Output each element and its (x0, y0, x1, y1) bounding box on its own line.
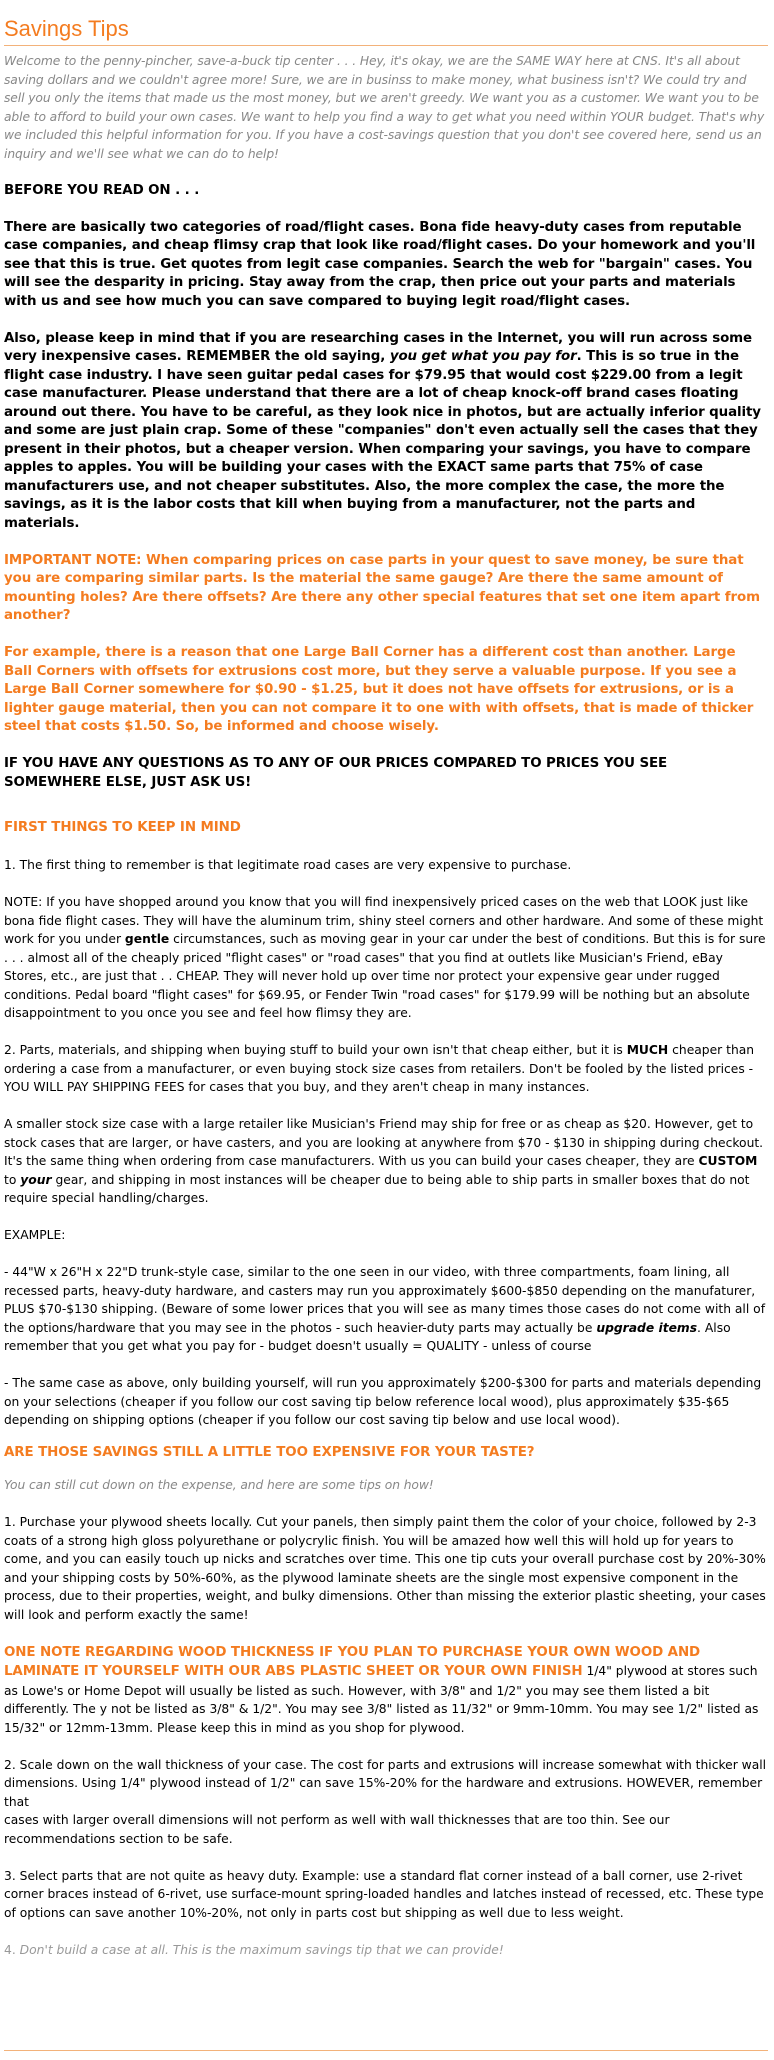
questions-callout: IF YOU HAVE ANY QUESTIONS AS TO ANY OF OUR PRICES COMPARED TO PRICES YOU SEE SOMEWHERE ELSE, JUST ASK US! (4, 756, 668, 790)
savings-tips-page (4, 0, 768, 1959)
footer-divider (4, 2050, 768, 2051)
savings-tip-2: 2. Scale down on the wall thickness of your case. The cost for parts and extrusions will increase somewhat with thicker wall dimensions. Using 1/4" plywood instead of 1/2" can save 15%-20% for the hardware and extrusions. HOWEVER, remember that cases with larger overall dimensions will not perform as well with wall thicknesses that are too thin. See our recommendations section to be safe. (4, 1757, 767, 1846)
important-note: IMPORTANT NOTE: When comparing prices on case parts in your quest to save money, be sure that you are comparing similar parts. Is the material the same gauge? Are there the same amount of mounting holes? Are there offsets? Are there any other special features that set one item apart from another? (4, 552, 760, 623)
savings-tip-4: 4. Don't build a case at all. This is the maximum savings tip that we can provide! (4, 1942, 504, 1957)
wood-thickness-note: ONE NOTE REGARDING WOOD THICKNESS IF YOU PLAN TO PURCHASE YOUR OWN WOOD AND LAMINATE IT YOURSELF WITH OUR ABS PLASTIC SHEET OR YOUR OWN FINISH 1/4" plywood at stores such as Lowe's or Home Depot will usually be listed as such. However, with 3/8" and 1/2" you may see them listed a bit differently. The y not be listed as 3/8" & 1/2". You may see 3/8" listed as 11/32" or 9mm-10mm. You may see 1/2" listed as 15/32" or 12mm-13mm. Please keep this in mind as you shop for plywood. (4, 1644, 759, 1735)
first-item-2: 2. Parts, materials, and shipping when buying stuff to build your own isn't that cheap either, but it is MUCH cheaper than ordering a case from a manufacturer, or even buying stock size cases from retailers. Don't be fooled by the listed prices - YOU WILL PAY SHIPPING FEES for cases that you buy, and they aren't cheap in many instances. (4, 1043, 755, 1094)
first-item-1: 1. The first thing to remember is that legitimate road cases are very expensive to purchase. (4, 858, 572, 872)
before-paragraph-2: Also, please keep in mind that if you are researching cases in the Internet, you will run across some very inexpensive cases. REMEMBER the old saying, you get what you pay for. This is so true in the flight case industry. I have seen guitar pedal cases for $79.95 that would cost $229.00 from a legit case manufacturer. Please understand that there are a lot of cheap knock-off brand cases floating around out there. You have to be careful, as they look nice in photos, but are actually inferior quality and some are just plain crap. Some of these "companies" don't even actually sell the cases that they present in their photos, but a cheaper version. When comparing your savings, you have to compare apples to apples. You will be building your cases with the EXACT same parts that 75% of case manufacturers use, and not cheaper substitutes. Also, the more complex the case, the more the savings, as it is the labor costs that kill when buying from a manufacturer, not the parts and materials. (4, 330, 761, 531)
savings-heading: ARE THOSE SAVINGS STILL A LITTLE TOO EXPENSIVE FOR YOUR TASTE? (4, 1444, 535, 1460)
title-divider (4, 45, 768, 46)
savings-tip-3: 3. Select parts that are not quite as heavy duty. Example: use a standard flat corner instead of a ball corner, use 2-rivet corner braces instead of 6-rivet, use surface-mount spring-loaded handles and latches instead of recessed, etc. These type of options can save another 10%-20%, not only in parts cost but shipping as well due to less weight. (4, 1868, 764, 1920)
smaller-case-paragraph: A smaller stock size case with a large retailer like Musician's Friend may ship for free or as cheap as $20. However, get to stock cases that are larger, or have casters, and you are looking at anywhere from $70 - $130 in shipping during checkout. It's the same thing when ordering from case manufacturers. With us you can build your cases cheaper, they are CUSTOM to your gear, and shipping in most instances will be cheaper due to being able to ship parts in smaller boxes that do not require special handling/charges. (4, 1117, 764, 1205)
first-note: NOTE: If you have shopped around you know that you will find inexpensively priced cases on the web that LOOK just like bona fide flight cases. They will have the aluminum trim, shiny steel corners and other hardware. And some of these might work for you under gentle circumstances, such as moving gear in your car under the best of conditions. But this is for sure . . . almost all of the cheaply priced "flight cases" or "road cases" that you find at outlets like Musician's Friend, eBay Stores, etc., are just that . . CHEAP. They will never hold up over time nor protect your expensive gear under rugged conditions. Pedal board "flight cases" for $69.95, or Fender Twin "road cases" for $179.99 will be nothing but an absolute disappointment to you once you see and feel how flimsy they are. (4, 895, 766, 1020)
before-paragraph-1: There are basically two categories of road/flight cases. Bona fide heavy-duty cases from reputable case companies, and cheap flimsy crap that look like road/flight cases. Do your homework and you'll see that this is true. Get quotes from legit case companies. Search the web for "bargain" cases. You will see the desparity in pricing. Stay away from the crap, then price out your parts and materials with us and see how much you can save compared to buying legit road/flight cases. (4, 219, 756, 309)
savings-tip-1: 1. Purchase your plywood sheets locally. Cut your panels, then simply paint them the color of your choice, followed by 2-3 coats of a strong high gloss polyurethane or polycrylic finish. You will be amazed how well this will hold up for years to come, and you can easily touch up nicks and scratches over time. This one tip cuts your overall purchase cost by 20%-30% and your shipping costs by 50%-60%, as the plywood laminate sheets are the single most expensive component in the process, due to their properties, weight, and bulky dimensions. Other than missing the exterior plastic sheeting, your cases will look and perform exactly the same! (4, 1515, 766, 1622)
before-heading: BEFORE YOU READ ON . . . (4, 182, 200, 198)
example-2: - The same case as above, only building yourself, will run you approximately $200-$300 for parts and materials depending on your selections (cheaper if you follow our cost saving tip below reference local wood), plus approximately $35-$65 depending on shipping options (cheaper if you follow our cost saving tip below and use local wood). (4, 1376, 762, 1427)
page-title: Savings Tips (4, 16, 129, 41)
emphasis-quote: you get what you pay for (389, 349, 577, 364)
example-1: - 44"W x 26"H x 22"D trunk-style case, similar to the one seen in our video, with three compartments, foam lining, all recessed parts, heavy-duty hardware, and casters may run you approximately $600-$850 depending on the manufaturer, PLUS $70-$130 shipping. (Beware of some lower prices that you will see as many times those cases do not come with all of the options/hardware that you may see in the photos - such heavier-duty parts may actually be upgrade items. Also remember that you get what you pay for - budget doesn't usually = QUALITY - unless of course (4, 1265, 766, 1353)
savings-subheading: You can still cut down on the expense, and here are some tips on how! (4, 1478, 434, 1492)
example-label: EXAMPLE: (4, 1228, 66, 1242)
example-note: For example, there is a reason that one Large Ball Corner has a different cost than another. Large Ball Corners with offsets for extrusions cost more, but they serve a valuable purpose. If you see a Large Ball Corner somewhere for $0.90 - $1.25, but it does not have offsets for extrusions, or is a lighter gauge material, then you can not compare it to one with with offsets, that is made of thicker steel that costs $1.50. So, be informed and choose wisely. (4, 645, 754, 734)
intro-paragraph: Welcome to the penny-pincher, save-a-buck tip center . . . Hey, it's okay, we are the SAME WAY here at CNS. It's all about saving dollars and we couldn't agree more! Sure, we are in businss to make money, what business isn't? We could try and sell you only the items that made us the most money, but we aren't greedy. We want you as a customer. We want you to be able to afford to build your own cases. We want to help you find a way to get what you need within YOUR budget. That's why we included this helpful information for you. If you have a cost-savings question that you don't see covered here, send us an inquiry and we'll see what we can do to help! (4, 54, 765, 161)
first-things-heading: FIRST THINGS TO KEEP IN MIND (4, 820, 241, 835)
